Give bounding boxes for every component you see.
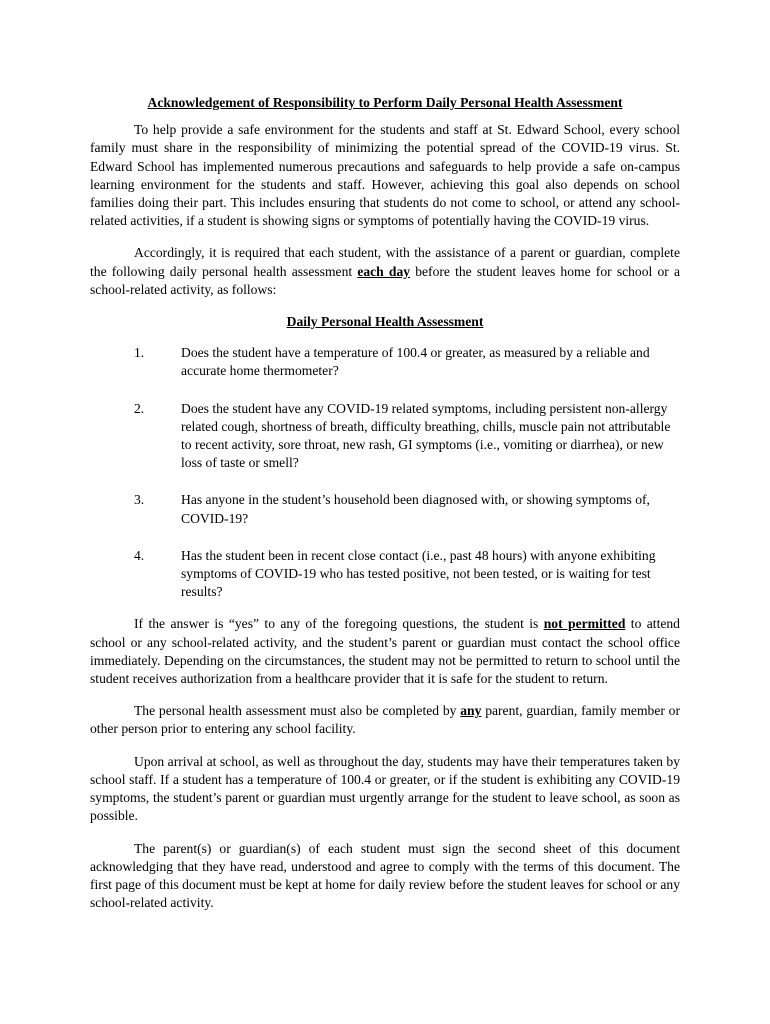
any-emphasis: any: [460, 703, 482, 719]
question-item: [90, 547, 680, 602]
assessment-heading: Daily Personal Health Assessment: [286, 314, 484, 330]
question-number: 2.: [134, 400, 145, 416]
question-number: 4.: [134, 547, 145, 563]
requirement-text-after: before the student leaves home for school or a school-related activity, as follows:: [90, 263, 680, 297]
question-number: 3.: [134, 492, 145, 508]
others-text-before: The personal health assessment must also be completed by: [134, 703, 461, 719]
not-permitted-emphasis: not permitted: [543, 616, 626, 632]
question-number: 1.: [134, 345, 145, 361]
arrival-paragraph: Upon arrival at school, as well as throughout the day, students may have their temperatures taken by school staff. If a student has a temperature of 100.4 or greater, or if the student is exhibiting any COVID-19 symptoms, the student’s parent or guardian must urgently arrange for the student to leave school, as soon as possible.: [90, 753, 680, 824]
consequence-text-after: to attend school or any school-related activity, and the student’s parent or guardian must contact the school office immediately. Depending on the circumstances, the student may not be permitted to return to school until the student receives authorization from a healthcare provider that it is safe for the student to return.: [90, 616, 680, 687]
others-paragraph: [90, 702, 680, 738]
consequence-text-before: If the answer is “yes” to any of the foregoing questions, the student is: [134, 616, 544, 632]
document-page: [90, 94, 680, 926]
intro-paragraph: To help provide a safe environment for the students and staff at St. Edward School, every school family must share in the responsibility of minimizing the potential spread of the COVID-19 virus. St. Edward School has implemented numerous precautions and safeguards to help provide a safe on-campus learning environment for the students and staff. However, achieving this goal also depends on school families doing their part. This includes ensuring that students do not come to school, or attend any school-related activities, if a student is showing signs or symptoms of potentially having the COVID-19 virus.: [90, 122, 680, 229]
question-text: Does the student have a temperature of 100.4 or greater, as measured by a reliable and accurate home thermometer?: [181, 345, 650, 379]
question-text: Has anyone in the student’s household been diagnosed with, or showing symptoms of, COVID-19?: [181, 492, 650, 526]
question-text: Has the student been in recent close contact (i.e., past 48 hours) with anyone exhibiting symptoms of COVID-19 who has tested positive, not been tested, or is waiting for test results?: [181, 547, 656, 600]
question-text: Does the student have any COVID-19 related symptoms, including persistent non-allergy related cough, shortness of breath, difficulty breathing, chills, muscle pain not attributable to recent activity, sore throat, new rash, GI symptoms (i.e., vomiting or diarrhea), or new loss of taste or smell?: [181, 400, 671, 471]
others-text-after: parent, guardian, family member or other person prior to entering any school facility.: [90, 703, 680, 737]
assessment-questions: [90, 344, 680, 601]
requirement-text-before: Accordingly, it is required that each student, with the assistance of a parent or guardian, complete the following daily personal health assessment: [90, 245, 680, 279]
question-item: [90, 400, 680, 473]
signature-paragraph: The parent(s) or guardian(s) of each student must sign the second sheet of this document acknowledging that they have read, understood and agree to comply with the terms of this document. The first page of this document must be kept at home for daily review before the student leaves for school or any school-related activity.: [90, 840, 680, 911]
consequence-paragraph: [90, 615, 680, 688]
question-item: [90, 491, 680, 527]
document-title: Acknowledgement of Responsibility to Perform Daily Personal Health Assessment: [147, 95, 623, 110]
each-day-emphasis: each day: [357, 263, 411, 279]
question-item: [90, 344, 680, 380]
requirement-paragraph: [90, 244, 680, 299]
